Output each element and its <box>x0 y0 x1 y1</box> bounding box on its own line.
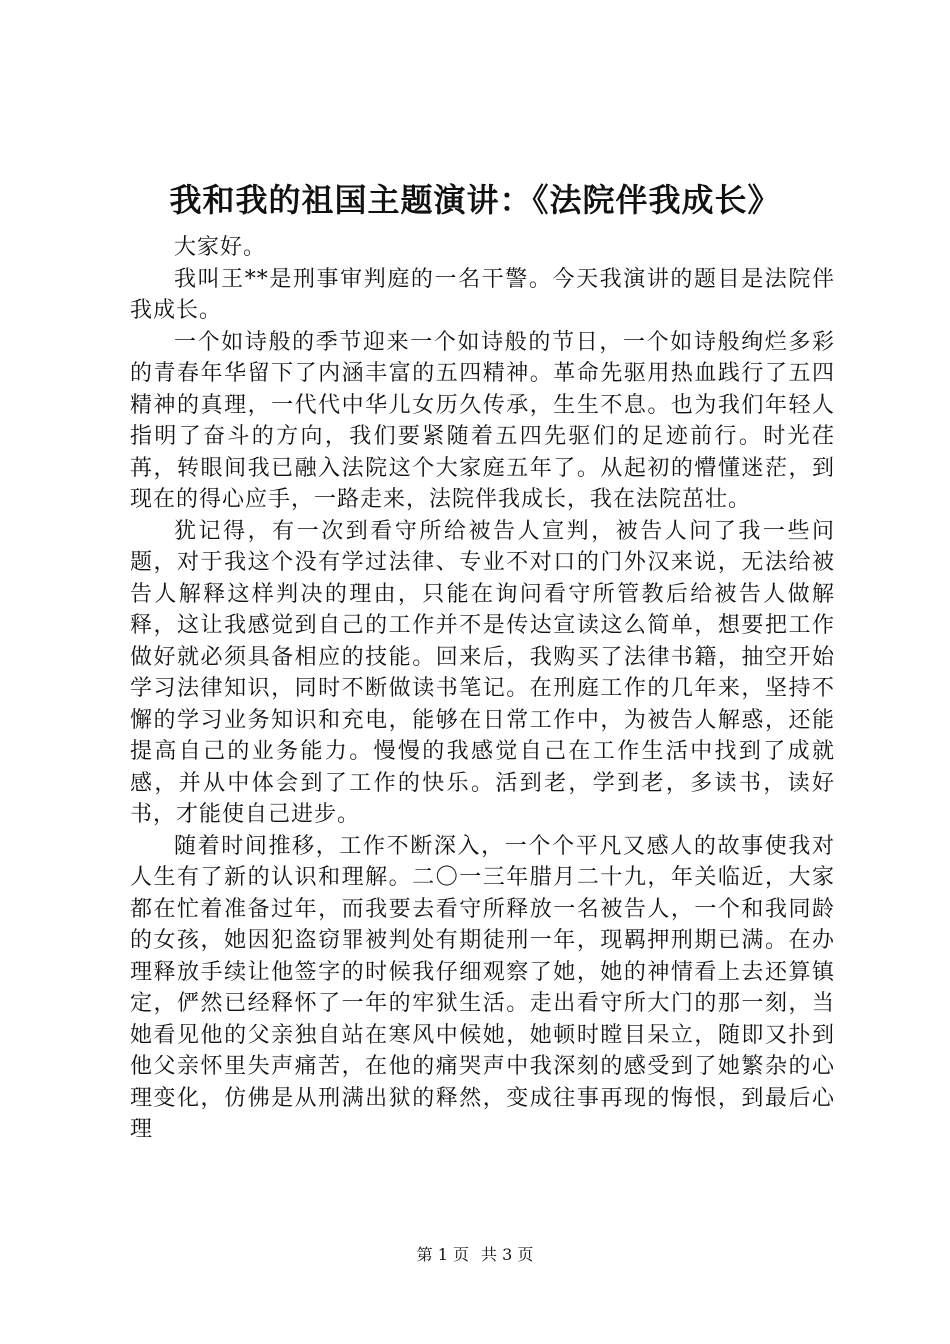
document-body <box>130 232 835 1146</box>
paragraph-introduction: 我叫王**是刑事审判庭的一名干警。今天我演讲的题目是法院伴我成长。 <box>130 266 835 323</box>
page-number: 第 1 页 <box>416 1245 469 1264</box>
page-footer <box>0 1245 950 1265</box>
paragraph-greeting: 大家好。 <box>174 235 267 260</box>
paragraph-detention-center: 犹记得，有一次到看守所给被告人宣判，被告人问了我一些问题，对于我这个没有学过法律、专业不对口的门外汉来说，无法给被告人解释这样判决的理由，只能在询问看守所管教后给被告人做解释，这让我感觉到自己的工作并不是传达宣读这么简单，想要把工作做好就必须具备相应的技能。回来后，我购买了法律书籍，抽空开始学习法律知识，同时不断做读书笔记。在刑庭工作的几年来，坚持不懈的学习业务知识和充电，能够在日常工作中，为被告人解惑，还能提高自己的业务能力。慢慢的我感觉自己在工作生活中找到了成就感，并从中体会到了工作的快乐。活到老，学到老，多读书，读好书，才能使自己进步。 <box>130 518 835 827</box>
total-pages: 共 3 页 <box>481 1245 534 1264</box>
paragraph-release-story: 随着时间推移，工作不断深入，一个个平凡又感人的故事使我对人生有了新的认识和理解。二〇一三年腊月二十九，年关临近，大家都在忙着准备过年，而我要去看守所释放一名被告人，一个和我同龄的女孩，她因犯盗窃罪被判处有期徒刑一年，现羁押刑期已满。在办理释放手续让他签字的时候我仔细观察了她，她的神情看上去还算镇定，俨然已经释怀了一年的牢狱生活。走出看守所大门的那一刻，当她看见他的父亲独自站在寒风中候她，她顿时瞠目呆立，随即又扑到他父亲怀里失声痛苦，在他的痛哭声中我深刻的感受到了她繁杂的心理变化，仿佛是从刑满出狱的释然，变成往事再现的悔恨，到最后心理 <box>130 833 835 1142</box>
paragraph-may-fourth-spirit: 一个如诗般的季节迎来一个如诗般的节日，一个如诗般绚烂多彩的青春年华留下了内涵丰富的五四精神。革命先驱用热血践行了五四精神的真理，一代代中华儿女历久传承，生生不息。也为我们年轻人指明了奋斗的方向，我们要紧随着五四先驱们的足迹前行。时光荏苒，转眼间我已融入法院这个大家庭五年了。从起初的懵懂迷茫，到现在的得心应手，一路走来，法院伴我成长，我在法院茁壮。 <box>130 329 835 512</box>
page-title: 我和我的祖国主题演讲：《法院伴我成长》 <box>169 181 781 219</box>
